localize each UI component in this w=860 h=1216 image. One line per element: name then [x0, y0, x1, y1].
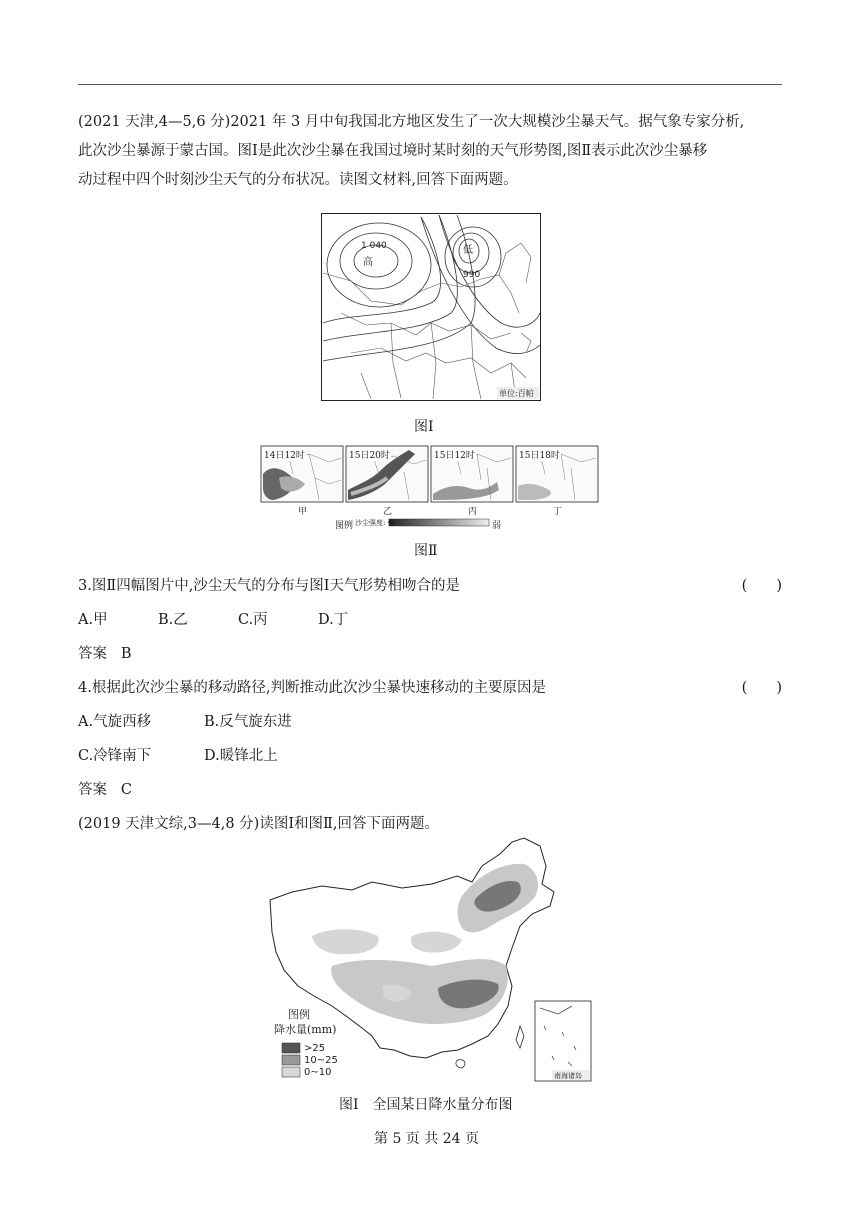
precipitation-map-figure	[262, 836, 602, 1084]
panel-time: 15日20时	[348, 448, 391, 461]
legend-swatch-low	[282, 1067, 300, 1077]
answer-bracket: ( )	[741, 680, 782, 696]
legend-item: 10~25	[304, 1055, 338, 1066]
weather-map-figure	[321, 213, 541, 403]
precip-legend-unit: 降水量(mm)	[274, 1023, 337, 1036]
option-a: A.气旋西移	[78, 714, 152, 730]
page-footer: 第 5 页 共 24 页	[374, 1131, 479, 1147]
question-4-options-row-1	[78, 710, 292, 731]
figure-caption-2: 图Ⅱ	[414, 543, 438, 559]
legend-item: >25	[304, 1043, 326, 1054]
question-3-answer	[78, 642, 131, 663]
panel-label: 乙	[383, 507, 393, 517]
low-pressure-value: 990	[463, 270, 481, 280]
panel-time: 14日12时	[263, 448, 306, 461]
legend-item: 0~10	[304, 1067, 332, 1078]
legend-weak: 弱	[492, 521, 502, 531]
answer-value: C	[120, 782, 132, 798]
question-4-options-row-2	[78, 744, 278, 765]
intro-line: 此次沙尘暴源于蒙古国。图Ⅰ是此次沙尘暴在我国过境时某时刻的天气形势图,图Ⅱ表示此次沙尘暴移	[78, 143, 708, 159]
option-a: A.甲	[78, 612, 108, 628]
legend-title: 图例	[335, 521, 354, 531]
option-b: B.乙	[158, 612, 188, 628]
answer-label: 答案	[78, 646, 107, 662]
option-c: C.丙	[238, 612, 268, 628]
legend-swatch-mid	[282, 1055, 300, 1065]
panel-label: 丙	[468, 507, 478, 517]
panel-label: 甲	[298, 507, 308, 517]
precip-legend-title: 图例	[288, 1008, 310, 1021]
option-b: B.反气旋东进	[204, 714, 292, 730]
figure-caption-1: 图Ⅰ	[414, 419, 434, 435]
legend-strong: 沙尘强度: 强	[355, 519, 395, 527]
high-pressure-value: 1 040	[361, 241, 387, 251]
legend-swatch-high	[282, 1043, 300, 1053]
intro-line: (2021 天津,4—5,6 分)2021 年 3 月中旬我国北方地区发生了一次大规模沙尘暴天气。据气象专家分析,	[78, 114, 745, 130]
header-rule	[78, 84, 782, 85]
inset-label: 南海诸岛	[554, 1072, 582, 1080]
panel-time: 15日18时	[518, 448, 561, 461]
unit-label: 单位:百帕	[499, 389, 534, 398]
answer-value: B	[120, 646, 132, 662]
option-d: D.丁	[318, 612, 349, 628]
option-d: D.暖锋北上	[204, 748, 278, 764]
intro-paragraph-2: (2019 天津文综,3—4,8 分)读图Ⅰ和图Ⅱ,回答下面两题。	[78, 816, 440, 832]
dust-panels-figure	[259, 444, 603, 530]
dust-intensity-gradient	[389, 519, 489, 526]
question-3-options	[78, 608, 348, 629]
answer-bracket: ( )	[741, 578, 782, 594]
panel-time: 15日12时	[433, 448, 476, 461]
high-pressure-label: 高	[363, 257, 373, 268]
panel-label: 丁	[553, 507, 563, 517]
question-3-stem: 3.图Ⅱ四幅图片中,沙尘天气的分布与图Ⅰ天气形势相吻合的是	[78, 578, 461, 594]
intro-line: 动过程中四个时刻沙尘天气的分布状况。读图文材料,回答下面两题。	[78, 172, 518, 188]
answer-label: 答案	[78, 782, 107, 798]
question-4-answer	[78, 778, 132, 799]
low-pressure-label: 低	[463, 245, 473, 256]
figure-caption-3: 图Ⅰ 全国某日降水量分布图	[339, 1097, 513, 1113]
option-c: C.冷锋南下	[78, 748, 152, 764]
question-4-stem: 4.根据此次沙尘暴的移动路径,判断推动此次沙尘暴快速移动的主要原因是	[78, 680, 546, 696]
